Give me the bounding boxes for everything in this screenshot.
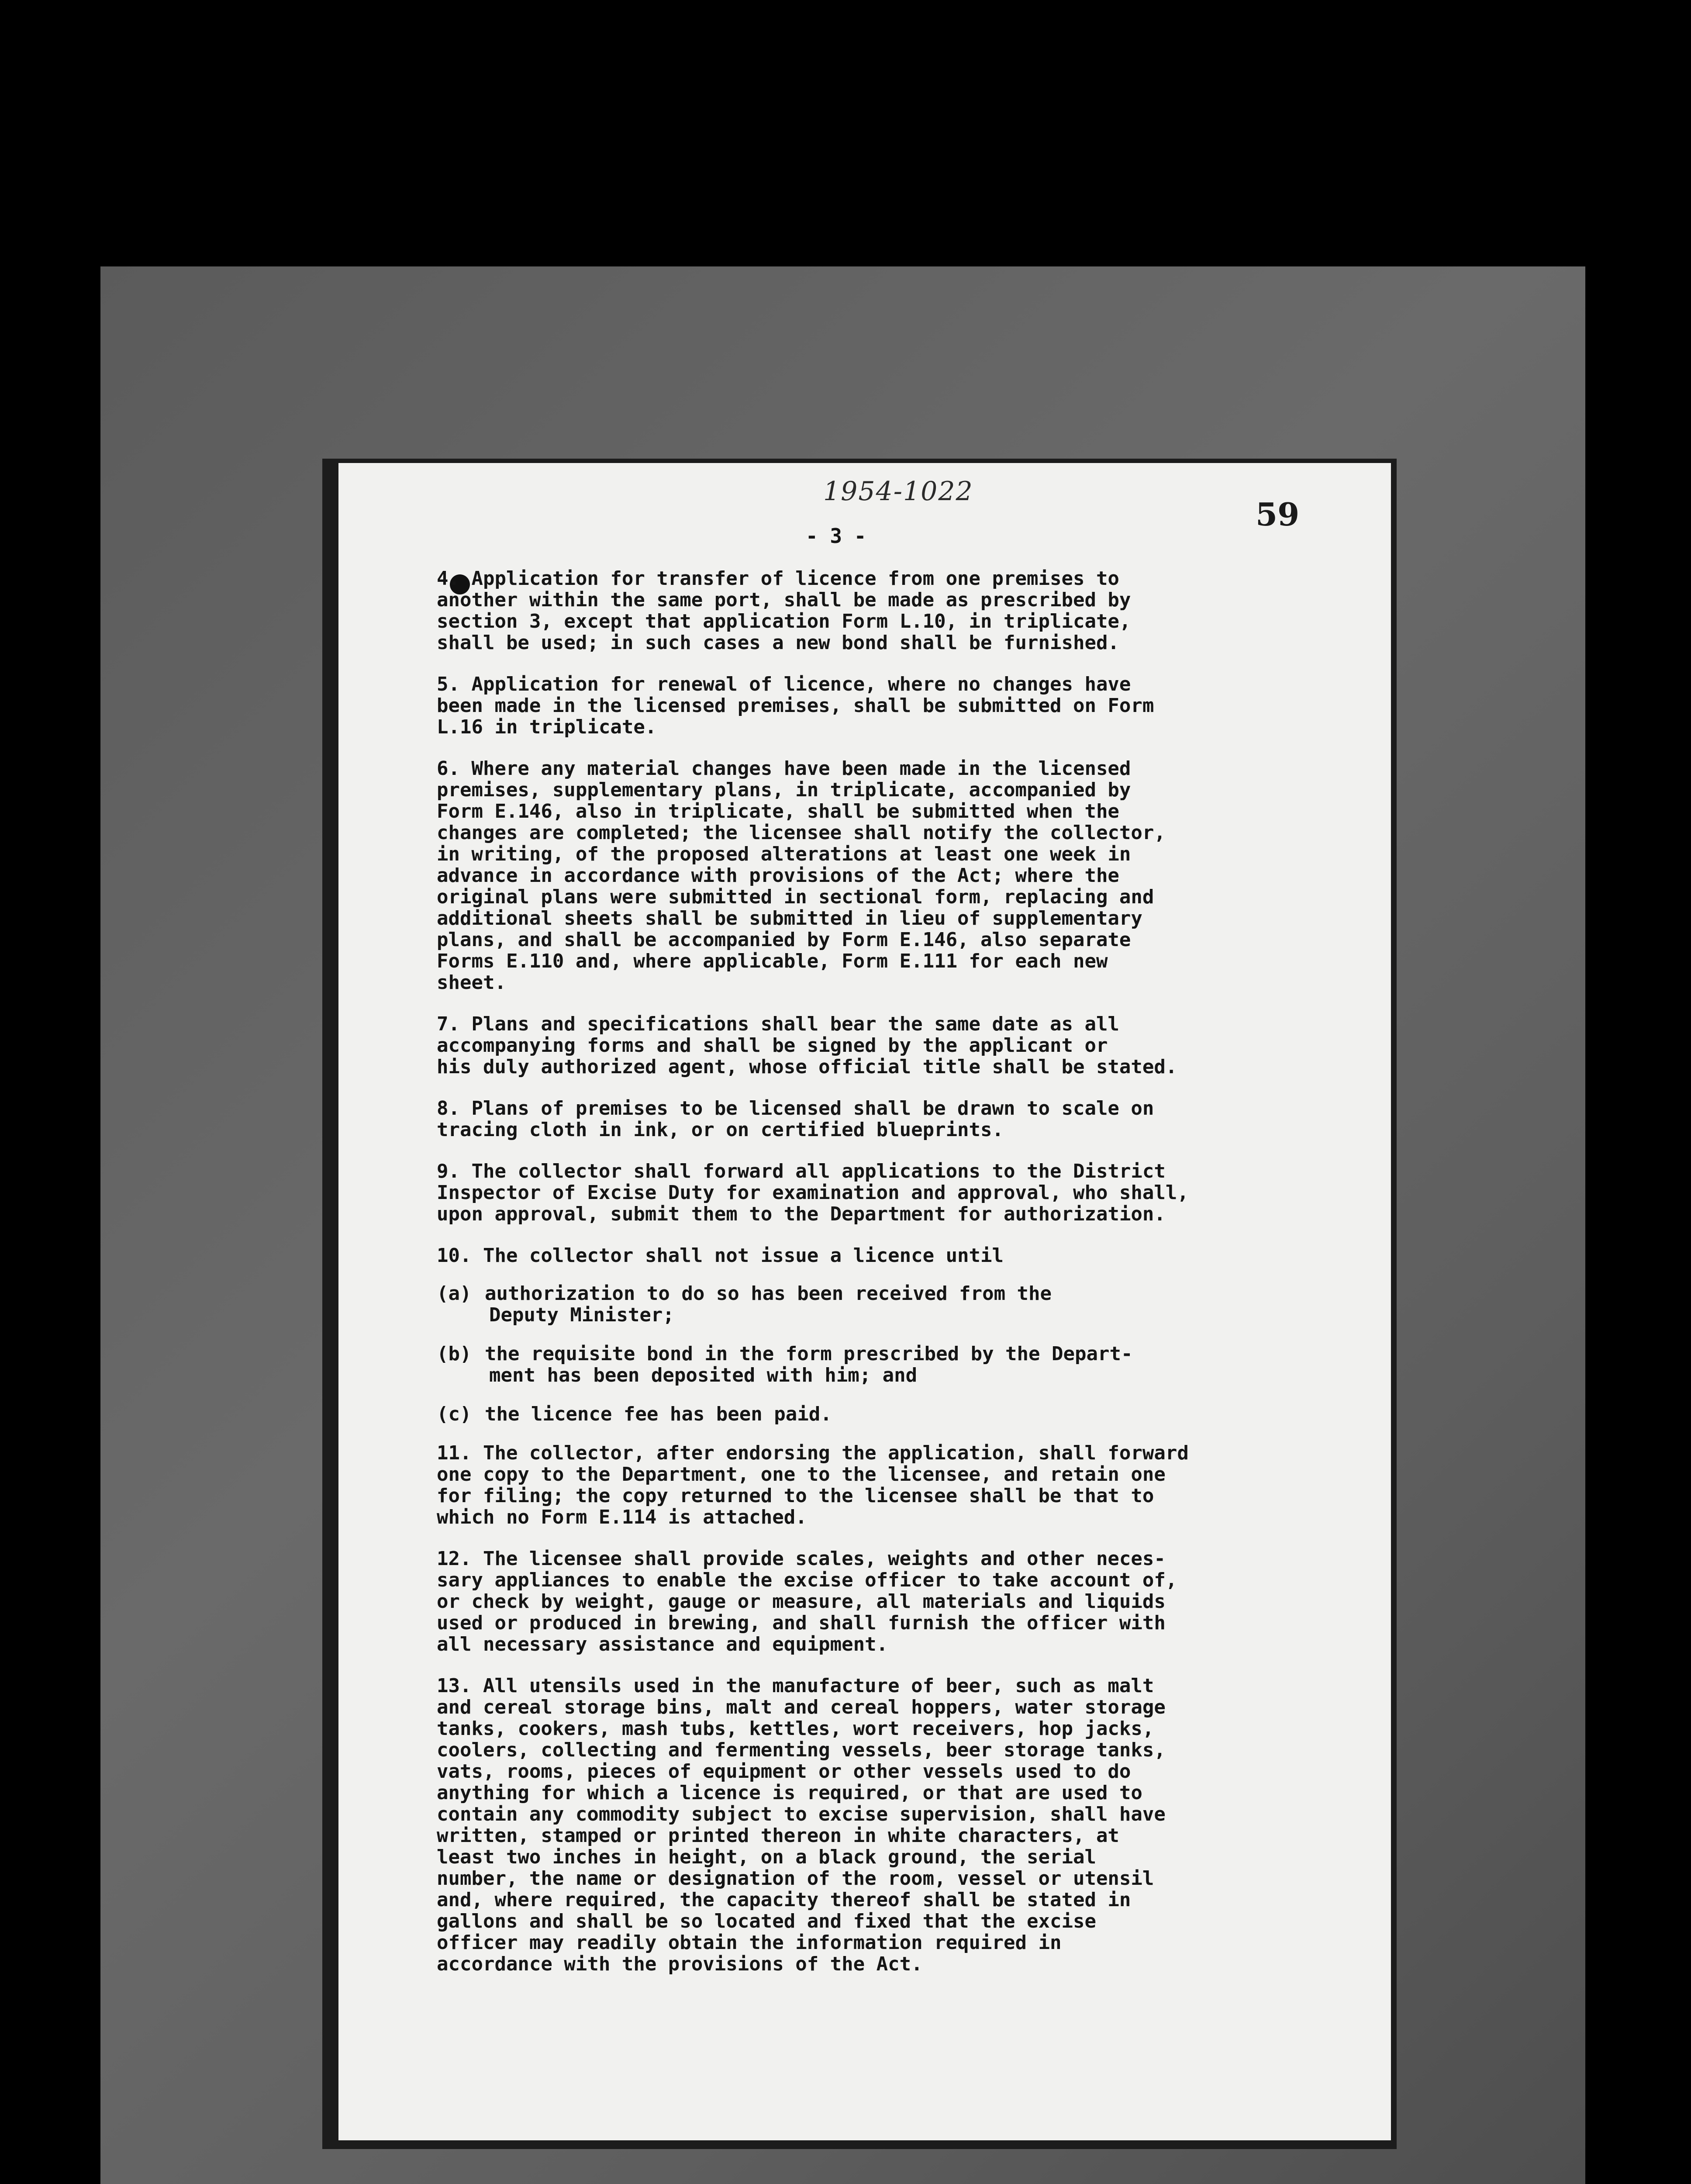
- paragraph-10: 10. The collector shall not issue a licence until: [437, 1244, 1004, 1267]
- paragraph-11: 11. The collector, after endorsing the application, shall forward one copy to the Department, one to the licensee, and retain one for filing; the copy returned to the licensee shall be that to which no Form E.114 is attached.: [437, 1442, 1189, 1528]
- sub-item-c: [437, 1403, 1301, 1425]
- sub-item-label: (c): [437, 1403, 472, 1425]
- paragraph-7: 7. Plans and specifications shall bear the same date as all accompanying forms and shall be signed by the applicant or his duly authorized agent, whose official title shall be stated.: [437, 1013, 1177, 1078]
- sub-item-text: authorization to do so has been received from the Deputy Minister;: [485, 1282, 1052, 1326]
- document-page: [338, 463, 1391, 2140]
- paragraph-5: 5. Application for renewal of licence, where no changes have been made in the licensed premises, shall be submitted on Form L.16 in triplicate.: [437, 673, 1154, 738]
- paragraph-12: 12. The licensee shall provide scales, weights and other neces- sary appliances to enable the excise officer to take account of, or check by weight, gauge or measure, all materials and liquids used or produced in brewing, and shall furnish the officer with all necessary assistance and equipment.: [437, 1548, 1177, 1655]
- paragraph-4: 4. Application for transfer of licence from one premises to another within the same port, shall be made as prescribed by section 3, except that application Form L.10, in triplicate, shall be used; in such cases a new bond shall be furnished.: [437, 567, 1131, 654]
- handwritten-reference: 1954-1022: [823, 476, 973, 507]
- paragraph-8: 8. Plans of premises to be licensed shall be drawn to scale on tracing cloth in ink, or on certified blueprints.: [437, 1097, 1154, 1141]
- sub-item-label: (a): [437, 1282, 472, 1305]
- sub-item-b: [437, 1343, 1301, 1386]
- sub-item-text: the licence fee has been paid.: [485, 1403, 832, 1425]
- paragraph-9: 9. The collector shall forward all applications to the District Inspector of Excise Duty for examination and approval, who shall, upon approval, submit them to the Department for authorization.: [437, 1160, 1189, 1225]
- folio-number: 59: [1256, 496, 1300, 533]
- sub-item-a: [437, 1283, 1301, 1326]
- page-number: - 3 -: [806, 524, 866, 548]
- paragraph-13: 13. All utensils used in the manufacture of beer, such as malt and cereal storage bins, malt and cereal hoppers, water storage tanks, cookers, mash tubs, kettles, wort receivers, hop jacks, coolers, collecting and fermenting vessels, beer storage tanks, vats, rooms, pieces of equipment or other vessels used to do anything for which a licence is required, or that are used to contain any commodity subject to excise supervision, shall have written, stamped or printed thereon in white characters, at least two inches in height, on a black ground, the serial number, the name or designation of the room, vessel or utensil and, where required, the capacity thereof shall be stated in gallons and shall be so located and fixed that the excise officer may readily obtain the information required in accordance with the provisions of the Act.: [437, 1675, 1166, 1975]
- sub-item-text: the requisite bond in the form prescribed by the Depart- ment has been deposited with him; and: [485, 1343, 1133, 1386]
- paragraph-6: 6. Where any material changes have been made in the licensed premises, supplementary plans, in triplicate, accompanied by Form E.146, also in triplicate, shall be submitted when the changes are completed; the licensee shall notify the collector, in writing, of the proposed alterations at least one week in advance in accordance with provisions of the Act; where the original plans were submitted in sectional form, replacing and additional sheets shall be submitted in lieu of supplementary plans, and shall be accompanied by Form E.146, also separate Forms E.110 and, where applicable, Form E.111 for each new sheet.: [437, 757, 1166, 994]
- sub-item-label: (b): [437, 1343, 472, 1365]
- document-body: [437, 568, 1301, 1995]
